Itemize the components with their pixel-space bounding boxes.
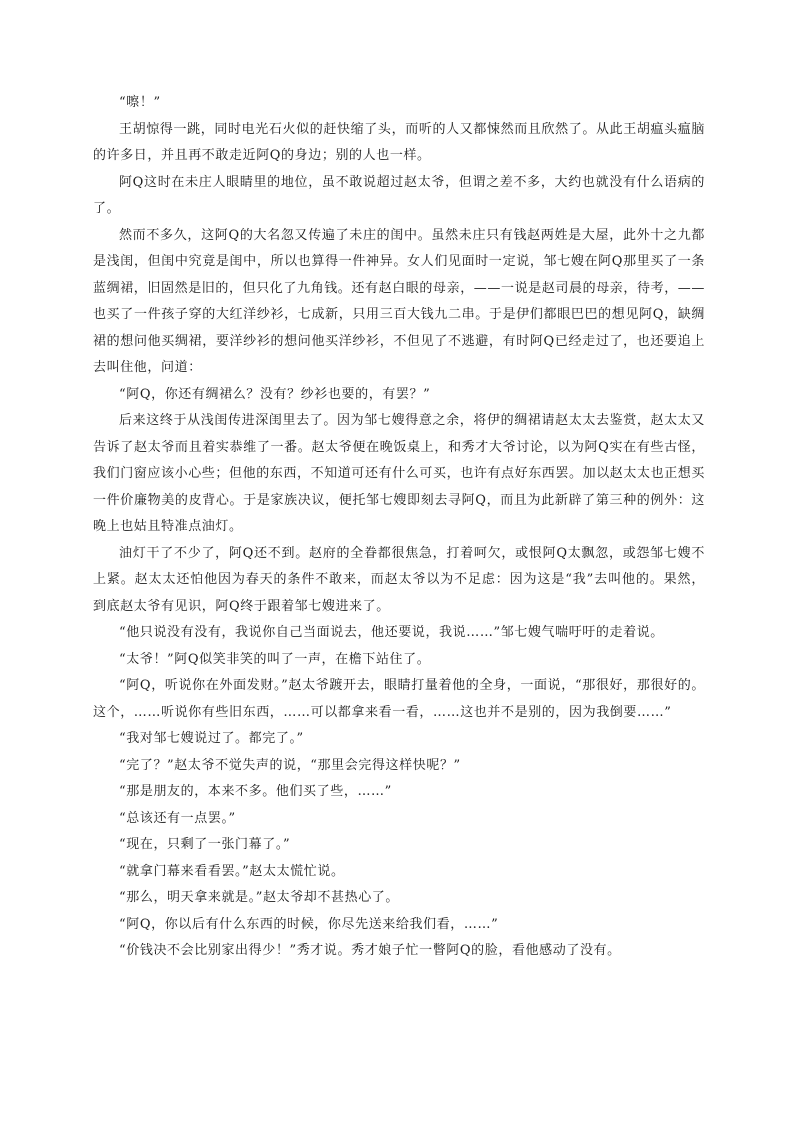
paragraph-2: 王胡惊得一跳，同时电光石火似的赶快缩了头，而听的人又都悚然而且欣然了。从此王胡瘟头瘟脑的许多日，并且再不敢走近阿Q的身边；别的人也一样。 [93, 121, 705, 163]
paragraph-6: 后来这终于从浅闺传进深闺里去了。因为邹七嫂得意之余，将伊的绸裙请赵太太去鉴赏，赵太太又告诉了赵太爷而且着实恭维了一番。赵太爷便在晚饭桌上，和秀才大爷讨论，以为阿Q实在有些古怪，我们门窗应该小心些；但他的东西，不知道可还有什么可买，也许有点好东西罢。加以赵太太也正想买一件价廉物美的皮背心。于是家族决议，便托邹七嫂即刻去寻阿Q，而且为此新辟了第三种的例外：这晚上也姑且特准点油灯。 [93, 413, 706, 534]
paragraph-3: 阿Q这时在未庄人眼睛里的地位，虽不敢说超过赵太爷，但谓之差不多，大约也就没有什么语病的了。 [93, 174, 705, 216]
paragraph-4: 然而不多久，这阿Q的大名忽又传遍了未庄的闺中。虽然未庄只有钱赵两姓是大屋，此外十之九都是浅闺，但闺中究竟是闺中，所以也算得一件神异。女人们见面时一定说，邹七嫂在阿Q那里买了一条蓝绸裙，旧固然是旧的，但只化了九角钱。还有赵白眼的母亲，——一说是赵司晨的母亲，待考，——也买了一件孩子穿的大红洋纱衫，七成新，只用三百大钱九二串。于是伊们都眼巴巴的想见阿Q，缺绸裙的想问他买绸裙，要洋纱衫的想问他买洋纱衫，不但见了不逃避，有时阿Q已经走过了，也还要追上去叫住他，问道： [93, 227, 706, 375]
paragraph-18: “阿Q，你以后有什么东西的时候，你尽先送来给我们看，……” [119, 916, 499, 932]
paragraph-17: “那么，明天拿来就是。”赵太爷却不甚热心了。 [119, 890, 399, 905]
paragraph-10: “阿Q，听说你在外面发财。”赵太爷踱开去，眼睛打量着他的全身，一面说，“那很好，那很好的。这个，……听说你有些旧东西，……可以都拿来看一看，……这也并不是别的，因为我倒要……” [93, 678, 705, 720]
paragraph-7: 油灯干了不少了，阿Q还不到。赵府的全眷都很焦急，打着呵欠，或恨阿Q太飘忽，或怨邹七嫂不上紧。赵太太还怕他因为春天的条件不敢来，而赵太爷以为不足虑：因为这是“我”去叫他的。果然，到底赵太爷有见识，阿Q终于跟着邹七嫂进来了。 [93, 545, 705, 614]
paragraph-1: “嚓！” [119, 95, 161, 110]
paragraph-12: “完了？”赵太爷不觉失声的说，“那里会完得这样快呢？” [119, 757, 461, 773]
paragraph-16: “就拿门幕来看看罢。”赵太太慌忙说。 [119, 863, 345, 879]
paragraph-9: “太爷！”阿Q似笑非笑的叫了一声，在檐下站住了。 [119, 651, 431, 667]
paragraph-13: “那是朋友的，本来不多。他们买了些，……” [119, 784, 392, 799]
paragraph-19: “价钱决不会比别家出得少！”秀才说。秀才娘子忙一瞥阿Q的脸，看他感动了没有。 [119, 943, 621, 958]
paragraph-11: “我对邹七嫂说过了。都完了。” [119, 731, 304, 746]
document-body [93, 90, 705, 965]
paragraph-14: “总该还有一点罢。” [119, 810, 236, 826]
paragraph-8: “他只说没有没有，我说你自己当面说去，他还要说，我说……”邹七嫂气喘吁吁的走着说。 [119, 625, 664, 640]
paragraph-15: “现在，只剩了一张门幕了。” [119, 837, 291, 852]
paragraph-5: “阿Q，你还有绸裙么？没有？纱衫也要的，有罢？” [119, 386, 431, 402]
